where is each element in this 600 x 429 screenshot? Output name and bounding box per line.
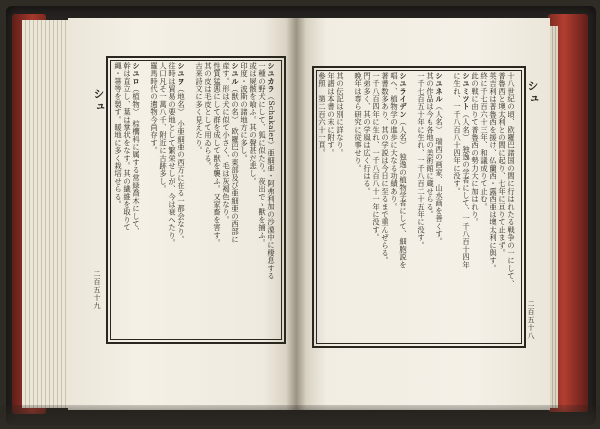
column-text: （Schakaler）亜細亜・阿弗利加の沙漠中に棲息する <box>267 92 276 280</box>
text-column <box>471 72 480 338</box>
column-text: 晩年は専ら研究に従事せり。 <box>354 72 363 173</box>
text-column <box>435 72 444 338</box>
text-column <box>354 72 363 338</box>
column-text: 羅馬時代の遺物今尚存す。 <box>150 62 159 155</box>
column-text: 幹は直立し、葉は掌状をなす。其の繊維を取りて <box>123 62 132 232</box>
column-text: 十八世紀の頃、欧羅巴諸国の間に行はれたる戦争の一にして、 <box>507 72 516 288</box>
right-running-head: シュ <box>526 80 539 106</box>
text-column <box>231 62 240 334</box>
entry-headword: シユネル <box>435 72 444 103</box>
text-column <box>114 62 123 334</box>
text-column <box>453 72 462 338</box>
text-column <box>408 72 417 338</box>
text-column <box>204 62 213 334</box>
text-column <box>141 62 150 334</box>
text-column <box>159 62 168 334</box>
column-text: 一種の野犬にして、狐に似たり。夜出でゝ獸を捕ふ。 <box>258 62 267 247</box>
left-running-head: シュ <box>92 88 105 114</box>
text-column <box>123 62 132 334</box>
left-page-number: 二百五十九 <box>93 270 101 310</box>
column-text: 英吉利は普魯西を援け、仏蘭西・露西亜は墺太利に與す。 <box>489 72 498 273</box>
text-column <box>489 72 498 338</box>
text-column <box>507 72 516 338</box>
text-column <box>399 72 408 338</box>
text-column <box>168 62 177 334</box>
column-text: （地名） 小亜細亜の西方に在る一都会なり。 <box>177 85 186 244</box>
column-text: 往時は貿易の要地として繁栄せしが、今は衰へたり。 <box>168 62 177 247</box>
column-text: 其の皮は毛皮として用ゐらる。 <box>204 62 213 170</box>
column-text: 其の作品は今も各地の美術館に蔵せらる。 <box>426 72 435 219</box>
text-column <box>480 72 489 338</box>
text-column <box>177 62 186 334</box>
column-text: 年譜は本書の末に附す。 <box>327 72 336 157</box>
text-column <box>318 72 327 338</box>
entry-headword: シユカラ <box>267 62 276 93</box>
text-column <box>381 72 390 338</box>
column-text: （植物） 棕櫚科に属する常緑喬木にして、 <box>132 85 141 236</box>
column-text: （獣の名） 欧羅巴の東部及び亜細亜の西部に <box>231 85 240 244</box>
column-text: 産す。形は犬に似て小さく、毛は灰褐色なり。 <box>222 62 231 224</box>
text-column <box>150 62 159 334</box>
column-text: 唱へ、植物学の進歩に大なる功績あり。 <box>390 72 399 211</box>
bottom-shadow <box>0 405 600 429</box>
column-text: （人名） 瑞西の画家、山水画を善くす。 <box>435 102 444 246</box>
text-column <box>372 72 381 338</box>
entry-headword: シユル <box>231 62 240 86</box>
text-column <box>213 62 222 334</box>
text-column <box>462 72 471 338</box>
column-text: 著書数多あり、其の学説は今日に至るまで重んぜらる。 <box>381 72 390 265</box>
column-text: 一千八百四年に生れ、一千八百八十一年に没す。 <box>372 72 381 242</box>
column-text: 縄・箒等を製す。暖地に多く栽培せらる。 <box>114 62 123 209</box>
text-column <box>267 62 276 334</box>
column-text: （人名） 独逸の学者にして、一千八百十四年 <box>462 110 471 269</box>
text-column <box>186 62 195 334</box>
text-column <box>258 62 267 334</box>
text-column <box>249 62 258 334</box>
entry-headword: シユロ <box>132 62 141 86</box>
right-page-text-columns <box>318 72 516 338</box>
right-page-number: 二百五十八 <box>527 300 535 340</box>
column-text: 門弟多く、其の学風は広く行はる。 <box>363 72 372 196</box>
column-text: 此の戦に由りて普魯西の勢力大に加はれり。 <box>471 72 480 226</box>
text-column <box>132 62 141 334</box>
text-column <box>195 62 204 334</box>
text-column <box>417 72 426 338</box>
column-text: 參照 第二百六十一頁。 <box>318 72 327 157</box>
column-text: 一千七百五十年に生れ、一千八百二十五年に没す。 <box>417 72 426 250</box>
column-text: 終に千七百六十三年、和議成りて止む。 <box>480 72 489 211</box>
page-edges-left <box>22 20 72 408</box>
text-column <box>345 72 354 338</box>
column-text: 其の伝記は別に詳なり。 <box>336 72 345 157</box>
text-column <box>444 72 453 338</box>
entry-headword: シユライデン <box>399 72 408 119</box>
entry-headword: シユミツト <box>462 72 471 111</box>
column-text: 古来詩文に多く見えたり。 <box>195 62 204 155</box>
book-gutter <box>286 18 306 410</box>
text-column <box>327 72 336 338</box>
column-text: 普魯西と墺太利との間に起り、七年に亘りて止まず。 <box>498 72 507 257</box>
text-column <box>363 72 372 338</box>
entry-headword: シユヲ <box>177 62 186 86</box>
column-text: 人口凡そ一萬八千、附近に古跡多し。 <box>159 62 168 193</box>
text-column <box>390 72 399 338</box>
column-text: 性質猛悪にして群を成して獣を襲ふ。又家畜を害す。 <box>213 62 222 247</box>
text-column <box>498 72 507 338</box>
text-column <box>426 72 435 338</box>
column-text: 或は屍骸を喰ふ。其の聲甚だ悲し。 <box>249 62 258 186</box>
column-text: に生れ、一千八百八十四年に没す。 <box>453 72 462 196</box>
text-column <box>240 62 249 334</box>
column-text: 印度・波斯の諸地方に多し。 <box>240 62 249 163</box>
column-text: （人名） 独逸の植物学者にして、細胞説を <box>399 118 408 269</box>
text-column <box>222 62 231 334</box>
left-page-text-columns <box>112 62 276 334</box>
text-column <box>336 72 345 338</box>
